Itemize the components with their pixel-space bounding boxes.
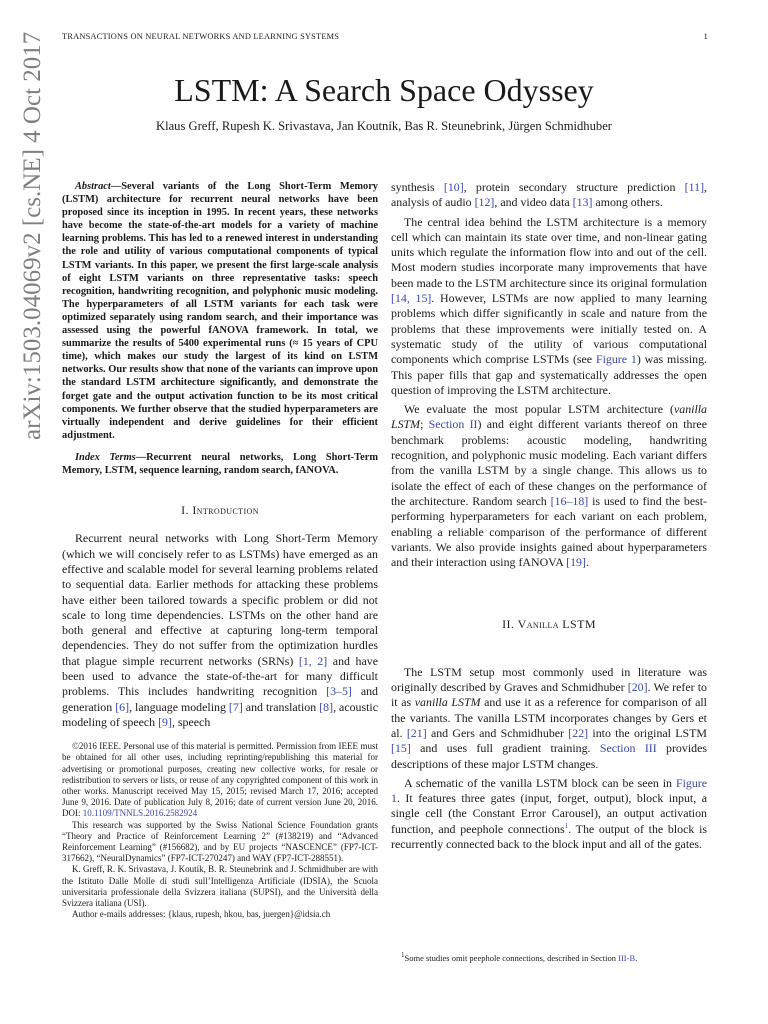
citation-link[interactable]: [13]: [572, 195, 593, 210]
right-footnote: $^1$Some studies omit peephole connections, described in Section III-B.: [401, 951, 638, 963]
doi-link[interactable]: 10.1109/TNNLS.2016.2582924: [82, 808, 198, 819]
section-link[interactable]: Section III: [599, 741, 657, 756]
citation-link[interactable]: [8]: [319, 699, 334, 714]
citation-link[interactable]: [1, 2]: [298, 653, 328, 668]
citation-link[interactable]: [7]: [228, 699, 243, 714]
section-link[interactable]: Section II: [428, 417, 478, 432]
footnote-marker[interactable]: 1: [564, 821, 569, 830]
figure-link[interactable]: Figure 1: [391, 775, 707, 806]
citation-link[interactable]: [19]: [566, 555, 586, 570]
abstract: [62, 180, 378, 442]
abstract-text: —Several variants of the Long Short-Term Memory (LSTM) architecture for recurrent neural networks have been proposed since its inception in 1995. In recent years, these networks have become the state-of-the-art models for a variety of machine learning problems. This has led to a renewed interest in understanding the role and utility of various computational components of typical LSTM variants. In this paper, we present the first large-scale analysis of eight LSTM variants on three representative tasks: speech recognition, handwriting recognition, and polyphonic music modeling. The hyperparameters of all LSTM variants for each task were optimized separately using random search, and their importance was assessed using the powerful fANOVA framework. In total, we summarize the results of 5400 experimental runs (≈ 15 years of CPU time), which makes our study the largest of its kind on LSTM networks. Our results show that none of the variants can improve upon the standard LSTM architecture significantly, and demonstrate the forget gate and the output activation function to be its most critical components. We further observe that the studied hyperparameters are virtually independent and derive guidelines for their efficient adjustment.: [62, 181, 378, 441]
funding-footnote: This research was supported by the Swiss National Science Foundation grants “Theory and Practice of Reinforcement Learning 2” (#138219) and “Advanced Reinforcement Learning” (#156682), and by EU projects “NASCENCE” (FP7-ICT-317662), “NeuralDynamics” (FP7-ICT-270247) and WAY (FP7-ICT-288551).: [62, 819, 378, 864]
citation-link[interactable]: [12]: [474, 195, 495, 210]
index-terms: [62, 451, 378, 477]
left-column: [62, 180, 378, 920]
intro-paragraph: Recurrent neural networks with Long Short-Term Memory (which we will concisely refer to as LSTMs) have emerged as an effective and scalable model for several learning problems related to sequential data. Earlier methods for attacking these problems have either been tailored towards a specific problem or did not scale to long time dependencies. LSTMs on the other hand are both general and effective at capturing long-term temporal dependencies. They do not suffer from the optimization hurdles that plague simple recurrent networks (SRNs) [1, 2] and have been used to advance the state-of-the-art for many difficult problems. This includes handwriting recognition [3–5] and generation [6], language modeling [7] and translation [8], acoustic modeling of speech [9], speech: [62, 531, 379, 729]
body-paragraph: The LSTM setup most commonly used in literature was originally described by Graves and Schmidhuber [20]. We refer to it as vanilla LSTM and use it as a reference for comparison of all the variants. The vanilla LSTM incorporates changes by Gers et al. [21] and Gers and Schmidhuber [22] into the original LSTM [15] and uses full gradient training. Section III provides descriptions of these major LSTM changes.: [391, 664, 707, 771]
body-paragraph: We evaluate the most popular LSTM architecture (vanilla LSTM; Section II) and eight different variants thereof on three benchmark problems: acoustic modeling, handwriting recognition, and polyphonic music modeling. Each variant differs from the vanilla LSTM by a single change. This allows us to isolate the effect of each of these changes on the performance of the architecture. Random search [16–18] is used to find the best-performing hyperparameters for each variant on each problem, enabling a reliable comparison of the performance of different variants. We also provide insights gained about hyperparameters and their interaction using fANOVA [19].: [391, 402, 707, 570]
section-link[interactable]: III-B: [618, 953, 636, 963]
citation-link[interactable]: [9]: [158, 714, 172, 729]
page-number: 1: [703, 32, 708, 41]
body-paragraph: The central idea behind the LSTM architecture is a memory cell which can maintain its state over time, and non-linear gating units which regulate the information flow into and out of the cell. Most modern studies incorporate many improvements that have been made to the LSTM architecture since its original formulation [14, 15]. However, LSTMs are now applied to many learning problems which differ significantly in scale and nature from the problems that these improvements were initially tested on. A systematic study of the utility of various computational components which comprise LSTMs (see Figure 1) was missing. This paper fills that gap and systematically addresses the open question of improving the LSTM architecture.: [391, 214, 708, 397]
citation-link[interactable]: [11]: [684, 180, 705, 194]
affiliation-footnote: K. Greff, R. K. Srivastava, J. Koutík, B. R. Steunebrink and J. Schmidhuber are with the Istituto Dalle Molle di studi sull’Intelligenza Artificiale (IDSIA), the Scuola universitaria professionale della Svizzera italiana (SUPSI), and the Università della Svizzera italiana (USI).: [62, 864, 378, 909]
citation-link[interactable]: [22]: [568, 725, 589, 740]
footnotes: [62, 741, 378, 920]
citation-link[interactable]: [3–5]: [326, 684, 352, 699]
body-paragraph: synthesis [10], protein secondary structure prediction [11], analysis of audio [12], and video data [13] among others.: [391, 180, 708, 210]
citation-link[interactable]: [16–18]: [550, 493, 589, 508]
index-terms-text: —Recurrent neural networks, Long Short-Term Memory, LSTM, sequence learning, random search, fANOVA.: [62, 451, 378, 476]
citation-link[interactable]: [6]: [115, 699, 130, 714]
citation-link[interactable]: [10]: [443, 180, 464, 194]
abstract-label: Abstract: [75, 181, 111, 192]
email-footnote: Author e-mails addresses: {klaus, rupesh, hkou, bas, juergen}@idsia.ch: [72, 909, 331, 920]
citation-link[interactable]: [15]: [391, 741, 411, 756]
arxiv-stamp: arXiv:1503.04069v2 [cs.NE] 4 Oct 2017: [19, 31, 46, 440]
journal-name: TRANSACTIONS ON NEURAL NETWORKS AND LEARNING SYSTEMS: [62, 32, 340, 41]
copyright-footnote: ©2016 IEEE. Personal use of this material is permitted. Permission from IEEE must be obtained for all other uses, including reprinting/republishing this material for advertising or promotional purposes, creating new collective works, for resale or redistribution to servers or lists, or reuse of any copyrighted component of this work in other works. Manuscript received May 15, 2015; revised March 17, 2016; accepted June 9, 2016. Date of publication July 8, 2016; date of current version June 20, 2016. DOI: 10.1109/TNNLS.2016.2582924: [62, 741, 378, 819]
author-list: Klaus Greff, Rupesh K. Srivastava, Jan Koutník, Bas R. Steunebrink, Jürgen Schmidhuber: [155, 119, 612, 133]
paper-title: LSTM: A Search Space Odyssey: [174, 72, 594, 108]
right-column: [391, 180, 707, 852]
citation-link[interactable]: [21]: [406, 725, 427, 740]
section-heading-introduction: I. Introduction: [181, 503, 259, 518]
index-terms-label: Index Terms: [75, 451, 136, 463]
citation-link[interactable]: [20]: [627, 680, 648, 695]
figure-link[interactable]: Figure 1: [595, 352, 637, 367]
running-head: [62, 32, 708, 41]
citation-link[interactable]: [14, 15]: [391, 291, 432, 306]
body-paragraph: A schematic of the vanilla LSTM block can be seen in Figure 1. It features three gates (input, forget, output), block input, a single cell (the Constant Error Carousel), an output activation function, and peephole connections$^1$. The output of the block is recurrently connected back to the block input and all of the gates.: [391, 775, 707, 851]
section-heading-vanilla-lstm: II. Vanilla LSTM: [502, 617, 596, 632]
